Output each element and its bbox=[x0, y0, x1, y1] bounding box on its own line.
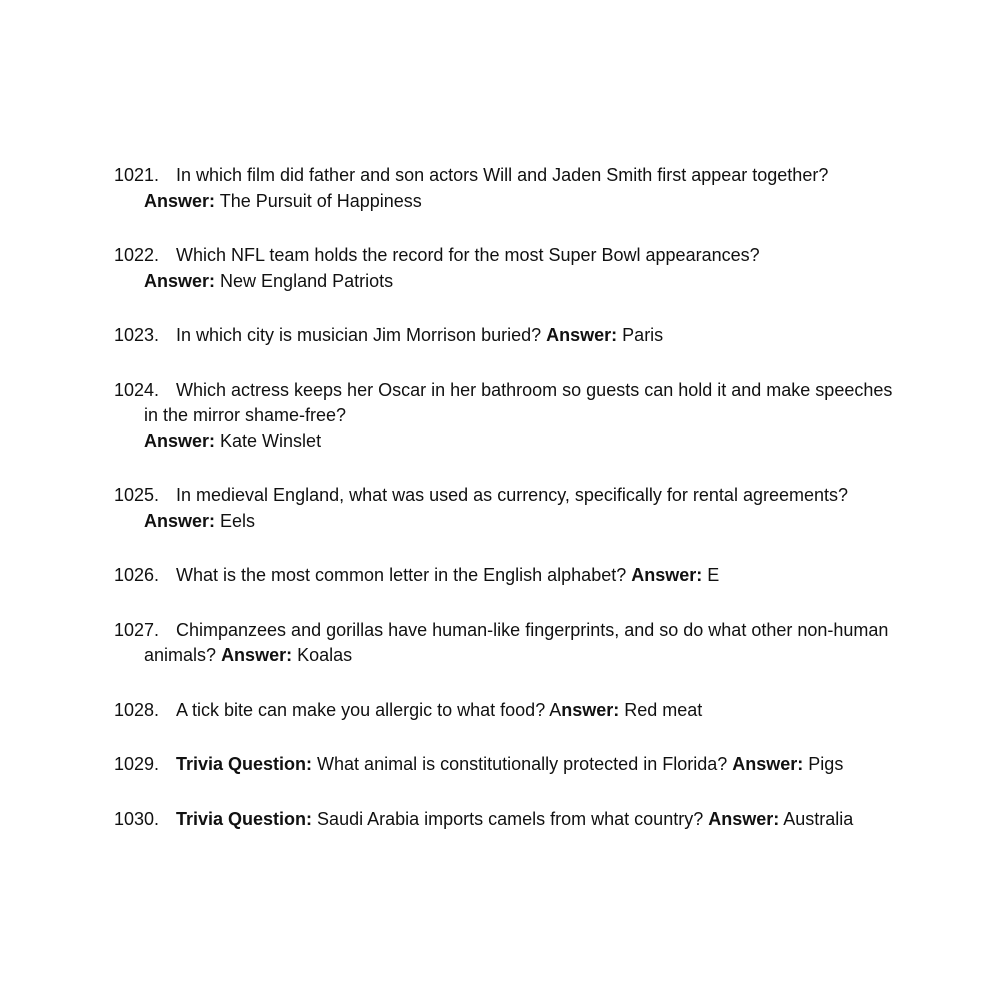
question-text: Chimpanzees and gorillas have human-like fingerprints, and so do what other non-human animals? bbox=[144, 619, 889, 665]
question-text: Saudi Arabia imports camels from what country? bbox=[317, 808, 704, 829]
list-item bbox=[114, 807, 914, 833]
question-text: Which actress keeps her Oscar in her bathroom so guests can hold it and make speeches in the mirror shame-free? bbox=[144, 379, 893, 425]
question-text: What animal is constitutionally protected in Florida? bbox=[317, 754, 728, 774]
item-number: 1027. bbox=[114, 619, 160, 640]
answer-text: Koalas bbox=[297, 645, 353, 665]
list-item bbox=[114, 378, 904, 455]
answer-text: Eels bbox=[220, 510, 256, 531]
answer-label: Answer: bbox=[144, 190, 216, 211]
list-item bbox=[114, 483, 914, 534]
answer-label: Answer: bbox=[546, 325, 618, 345]
answer-line bbox=[144, 509, 914, 535]
item-number: 1021. bbox=[114, 165, 160, 185]
question-text: In which film did father and son actors Will and Jaden Smith first appear together? bbox=[176, 165, 829, 185]
answer-text: Australia bbox=[783, 808, 854, 829]
list-item bbox=[114, 563, 914, 589]
question-text: What is the most common letter in the English alphabet? bbox=[176, 565, 627, 585]
answer-line bbox=[144, 429, 904, 455]
answer-label: Answer: bbox=[221, 645, 293, 665]
answer-label: Answer: bbox=[631, 565, 703, 585]
answer-text: Red meat bbox=[624, 699, 703, 720]
question-text: A tick bite can make you allergic to what food? A bbox=[176, 699, 562, 720]
answer-label: Answer: bbox=[144, 270, 216, 291]
question-text: Which NFL team holds the record for the most Super Bowl appearances? bbox=[176, 245, 760, 265]
question-text: In which city is musician Jim Morrison buried? bbox=[176, 325, 542, 345]
answer-text: E bbox=[707, 565, 720, 585]
list-item bbox=[114, 618, 934, 669]
trivia-label: Trivia Question: bbox=[176, 808, 313, 829]
answer-text: Kate Winslet bbox=[220, 430, 322, 451]
list-item bbox=[114, 698, 914, 724]
answer-text: The Pursuit of Happiness bbox=[219, 190, 422, 211]
item-number: 1028. bbox=[114, 699, 160, 720]
item-number: 1029. bbox=[114, 754, 160, 774]
trivia-list bbox=[114, 163, 914, 861]
answer-text: Paris bbox=[622, 325, 664, 345]
item-number: 1022. bbox=[114, 245, 160, 265]
answer-text: New England Patriots bbox=[220, 270, 394, 291]
answer-label: Answer: bbox=[144, 510, 216, 531]
answer-line bbox=[144, 189, 914, 215]
answer-label: Answer: bbox=[144, 430, 216, 451]
item-number: 1026. bbox=[114, 565, 160, 585]
list-item bbox=[114, 752, 914, 778]
question-text: In medieval England, what was used as currency, specifically for rental agreements? bbox=[176, 485, 849, 505]
item-number: 1024. bbox=[114, 379, 160, 400]
answer-text: Pigs bbox=[808, 754, 844, 774]
trivia-label: Trivia Question: bbox=[176, 754, 313, 774]
list-item bbox=[114, 243, 914, 294]
item-number: 1023. bbox=[114, 325, 160, 345]
answer-label: Answer: bbox=[708, 808, 780, 829]
answer-line bbox=[144, 269, 914, 295]
item-number: 1025. bbox=[114, 485, 160, 505]
list-item bbox=[114, 323, 914, 349]
item-number: 1030. bbox=[114, 808, 160, 829]
answer-label: nswer: bbox=[561, 699, 620, 720]
answer-label: Answer: bbox=[732, 754, 804, 774]
list-item bbox=[114, 163, 914, 214]
